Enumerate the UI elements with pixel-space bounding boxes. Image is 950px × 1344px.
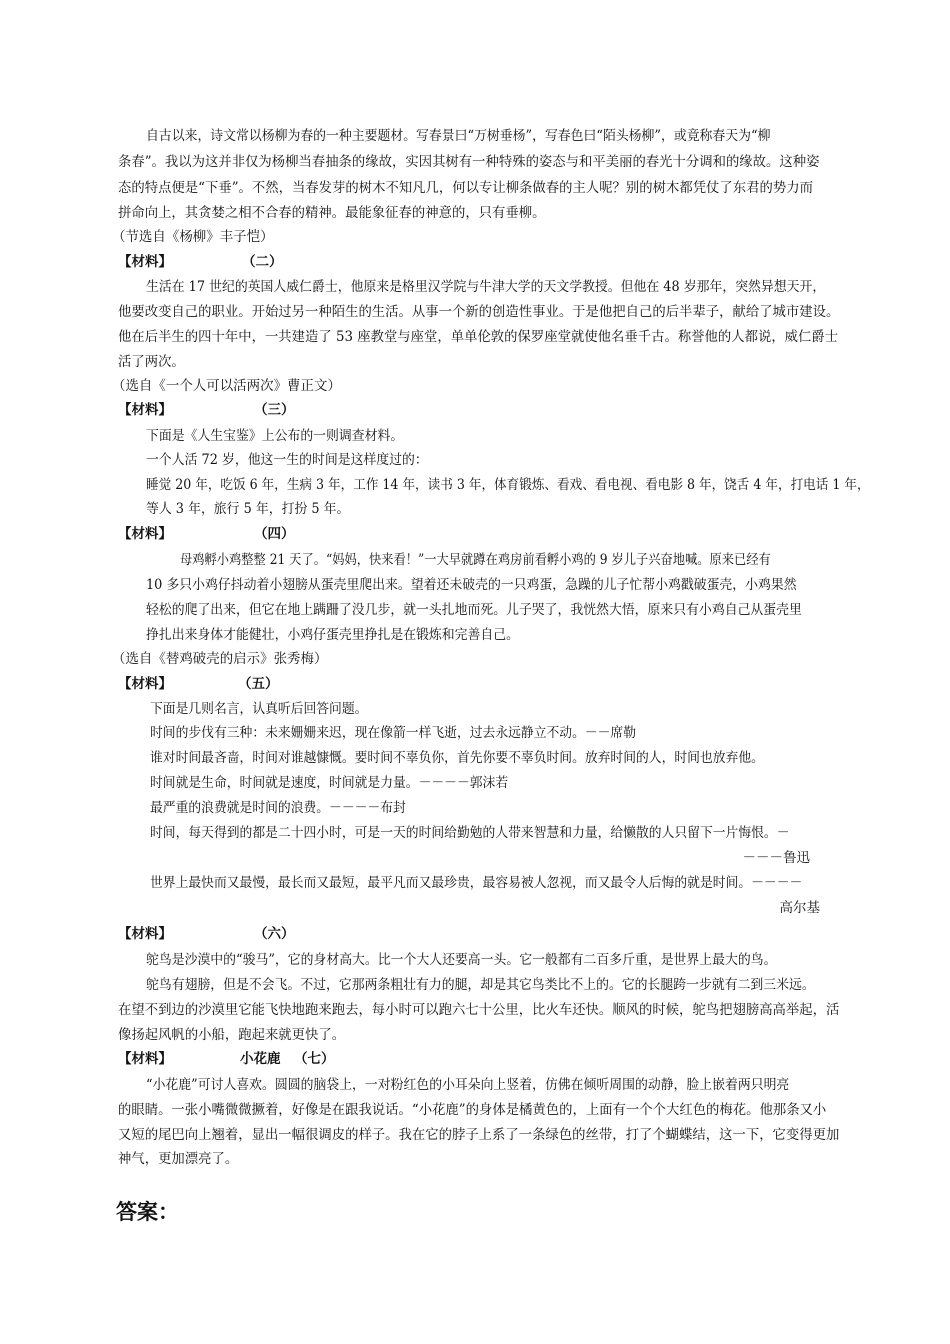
m4-heading	[118, 525, 295, 543]
m4-line-3: 轻松的爬了出来，但它在地上蹒跚了没几步，就一头扎地而死。儿子哭了，我恍然大悟，原来只有小鸡自己从蛋壳里	[146, 602, 802, 618]
m3-line-1: 下面是《人生宝鉴》上公布的一则调查材料。	[146, 428, 404, 444]
m3-line-4: 等人 3 年，旅行 5 年，打扮 5 年。	[146, 501, 350, 517]
m7-line-4: 神气，更加漂亮了。	[118, 1151, 239, 1167]
m6-line-3: 在望不到边的沙漠里它能飞快地跑来跑去，每小时可以跑六七十公里，比火车还快。顺风的时候，鸵鸟把翅膀高高举起，活	[118, 1002, 840, 1018]
m2-line-2: 他要改变自己的职业。开始过另一种陌生的生活。从事一个新的创造性事业。于是他把自己的后半辈子，献给了城市建设。	[118, 304, 840, 320]
m5-number: （五）	[238, 676, 279, 692]
m2-source: （选自《一个人可以活两次》曹正文）	[112, 378, 341, 394]
m2-line-4: 活了两次。	[118, 354, 185, 370]
m5-line-9: 高尔基	[779, 900, 820, 916]
m3-heading	[118, 401, 295, 419]
m4-source: （选自《替鸡破壳的启示》张秀梅）	[112, 651, 328, 667]
m6-label: 【材料】	[118, 926, 172, 942]
m3-line-3: 睡觉 20 年，吃饭 6 年，生病 3 年，工作 14 年，读书 3 年，体育锻炼、看戏、看电视、看电影 8 年，饶舌 4 年，打电话 1 年，	[146, 477, 870, 493]
m6-number: （六）	[254, 926, 295, 942]
m6-heading	[118, 925, 295, 943]
m3-number: （三）	[254, 402, 295, 418]
m1-line-2: 条春”。我以为这并非仅为杨柳当春抽条的缘故，实因其树有一种特殊的姿态与和平美丽的春光十分调和的缘故。这种姿	[118, 154, 820, 170]
m2-number: （二）	[242, 254, 283, 270]
m2-label: 【材料】	[118, 254, 172, 270]
m4-number: （四）	[254, 526, 295, 542]
m7-line-3: 又短的尾巴向上翘着，显出一幅很调皮的样子。我在它的脖子上系了一条绿色的丝带，打了个蝴蝶结，这一下，它变得更加	[118, 1127, 840, 1143]
m1-line-4: 拼命向上，其贪婪之相不合春的精神。最能象征春的神意的，只有垂柳。	[118, 205, 546, 221]
m6-line-1: 鸵鸟是沙漠中的“骏马”，它的身材高大。比一个大人还要高一头。它一般都有二百多斤重，是世界上最大的鸟。	[146, 952, 777, 968]
m1-line-1: 自古以来，诗文常以杨柳为春的一种主要题材。写春景曰“万树垂杨”，写春色曰“陌头杨柳”，或竟称春天为“柳	[146, 128, 771, 144]
m5-heading	[118, 675, 279, 693]
m7-line-2: 的眼睛。一张小嘴微微撅着，好像是在跟我说话。“小花鹿”的身体是橘黄色的，上面有一个个大红色的梅花。他那条又小	[118, 1102, 827, 1118]
m1-source: （节选自《杨柳》丰子恺）	[112, 229, 274, 245]
m7-number: （七）	[294, 1051, 335, 1067]
m4-label: 【材料】	[118, 526, 172, 542]
m7-line-1: “小花鹿”可讨人喜欢。圆圆的脑袋上，一对粉红色的小耳朵向上竖着，仿佛在倾听周围的动静，脸上嵌着两只明亮	[146, 1077, 790, 1093]
m5-label: 【材料】	[118, 676, 172, 692]
m6-line-2: 鸵鸟有翅膀，但是不会飞。不过，它那两条粗壮有力的腿，却是其它鸟类比不上的。它的长腿跨一步就有二到三米远。	[146, 977, 815, 993]
m5-line-5: 最严重的浪费就是时间的浪费。－－－－布封	[150, 800, 406, 816]
m4-line-2: 10 多只小鸡仔抖动着小翅膀从蛋壳里爬出来。望着还未破壳的一只鸡蛋，急躁的儿子忙帮小鸡戳破蛋壳，小鸡果然	[146, 577, 797, 593]
m5-line-7: －－－鲁迅	[742, 850, 810, 866]
m4-line-4: 挣扎出来身体才能健壮，小鸡仔蛋壳里挣扎是在锻炼和完善自己。	[146, 627, 519, 643]
m5-line-4: 时间就是生命，时间就是速度，时间就是力量。－－－－郭沫若	[150, 775, 509, 791]
m4-line-1: 母鸡孵小鸡整整 21 天了。“妈妈，快来看！”一大早就蹲在鸡房前看孵小鸡的 9 岁儿子兴奋地喊。原来已经有	[180, 552, 771, 568]
m3-label: 【材料】	[118, 402, 172, 418]
m1-line-3: 态的特点便是“下垂”。不然，当春发芽的树木不知凡几，何以专让柳条做春的主人呢？别的树木都凭仗了东君的势力而	[118, 180, 813, 196]
m6-line-4: 像扬起风帆的小船，跑起来就更快了。	[118, 1027, 346, 1043]
m7-label: 【材料】	[118, 1051, 172, 1067]
m7-title: 小花鹿	[240, 1051, 281, 1067]
m5-line-8: 世界上最快而又最慢，最长而又最短，最平凡而又最珍贵，最容易被人忽视，而又最令人后悔的就是时间。－－－－	[150, 875, 803, 891]
m3-line-2: 一个人活 72 岁，他这一生的时间是这样度过的：	[146, 452, 428, 468]
m2-line-1: 生活在 17 世纪的英国人威仁爵士，他原来是格里汉学院与牛津大学的天文学教授。但他在 48 岁那年，突然异想天开，	[146, 279, 826, 295]
answer-heading: 答案：	[116, 1200, 179, 1224]
m5-line-6: 时间，每天得到的都是二十四小时，可是一天的时间给勤勉的人带来智慧和力量，给懒散的人只留下一片悔恨。－	[150, 825, 790, 841]
m5-line-1: 下面是几则名言，认真听后回答问题。	[150, 701, 368, 717]
m5-line-2: 时间的步伐有三种：未来姗姗来迟，现在像箭一样飞逝，过去永远静立不动。－－席勒	[150, 725, 637, 741]
m2-heading	[118, 253, 283, 271]
m2-line-3: 他在后半生的四十年中，一共建造了 53 座教堂与座堂，单单伦敦的保罗座堂就使他名垂千古。称誉他的人都说，威仁爵士	[118, 329, 839, 345]
m5-line-3: 谁对时间最吝啬，时间对谁越慷慨。要时间不辜负你，首先你要不辜负时间。放弃时间的人，时间也放弃他。	[150, 750, 764, 766]
m7-heading	[118, 1050, 335, 1068]
